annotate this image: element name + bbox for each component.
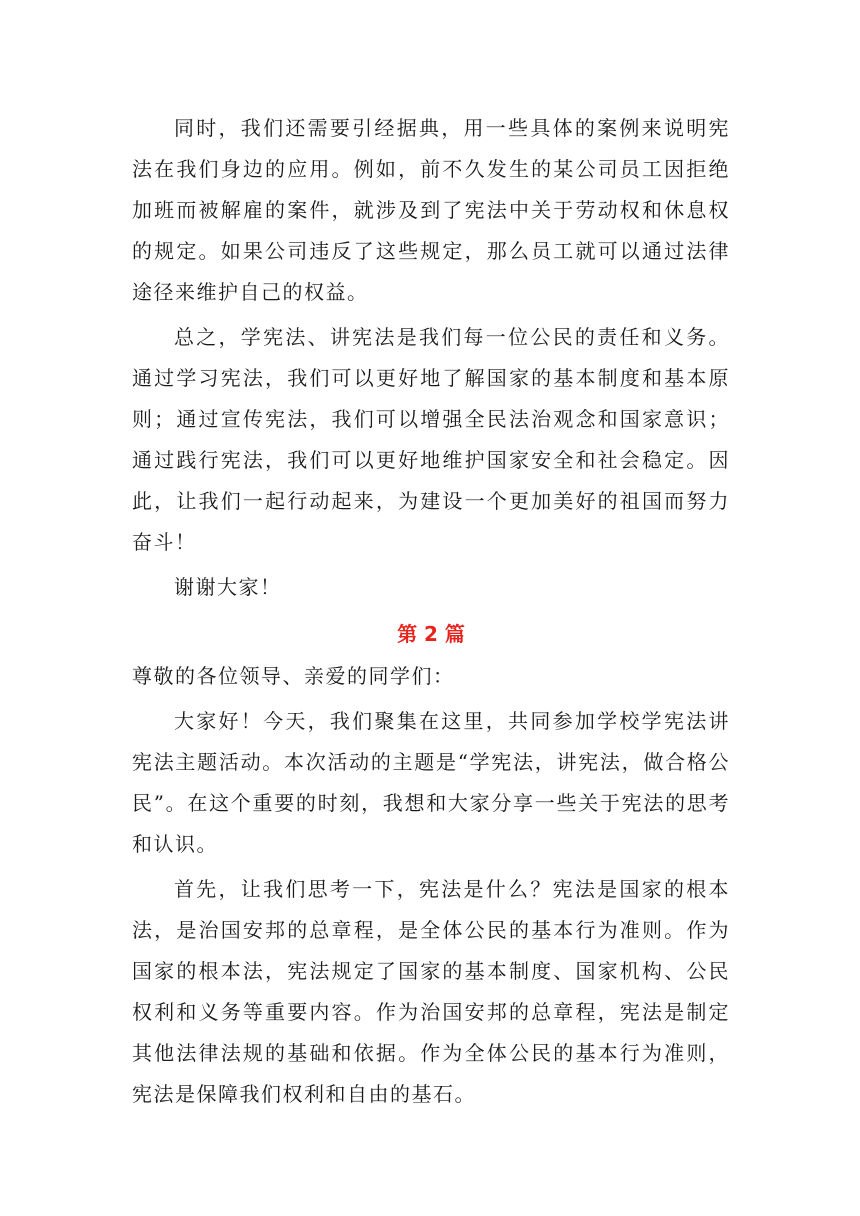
paragraph-thanks: 谢谢大家！	[174, 575, 282, 599]
salutation: 尊敬的各位领导、亲爱的同学们：	[132, 664, 455, 688]
paragraph-conclusion: 总之，学宪法、讲宪法是我们每一位公民的责任和义务。通过学习宪法，我们可以更好地了解国家的基本制度和基本原则；通过宣传宪法，我们可以增强全民法治观念和国家意识；通过践行宪法，我们可以更好地维护国家安全和社会稳定。因此，让我们一起行动起来，为建设一个更加美好的祖国而努力奋斗！	[132, 325, 730, 554]
paragraph-what-is-constitution: 首先，让我们思考一下，宪法是什么？宪法是国家的根本法，是治国安邦的总章程，是全体公民的基本行为准则。作为国家的根本法，宪法规定了国家的基本制度、国家机构、公民权利和义务等重要内容。作为治国安邦的总章程，宪法是制定其他法律法规的基础和依据。作为全体公民的基本行为准则，宪法是保障我们权利和自由的基石。	[132, 877, 730, 1106]
section-heading: 第 2 篇	[397, 622, 465, 646]
paragraph-case-example: 同时，我们还需要引经据典，用一些具体的案例来说明宪法在我们身边的应用。例如，前不久发生的某公司员工因拒绝加班而被解雇的案件，就涉及到了宪法中关于劳动权和休息权的规定。如果公司违反了这些规定，那么员工就可以通过法律途径来维护自己的权益。	[132, 116, 730, 304]
document-body	[132, 108, 730, 1119]
paragraph-greeting: 大家好！今天，我们聚集在这里，共同参加学校学宪法讲宪法主题活动。本次活动的主题是“学宪法，讲宪法，做合格公民”。在这个重要的时刻，我想和大家分享一些关于宪法的思考和认识。	[132, 709, 730, 856]
